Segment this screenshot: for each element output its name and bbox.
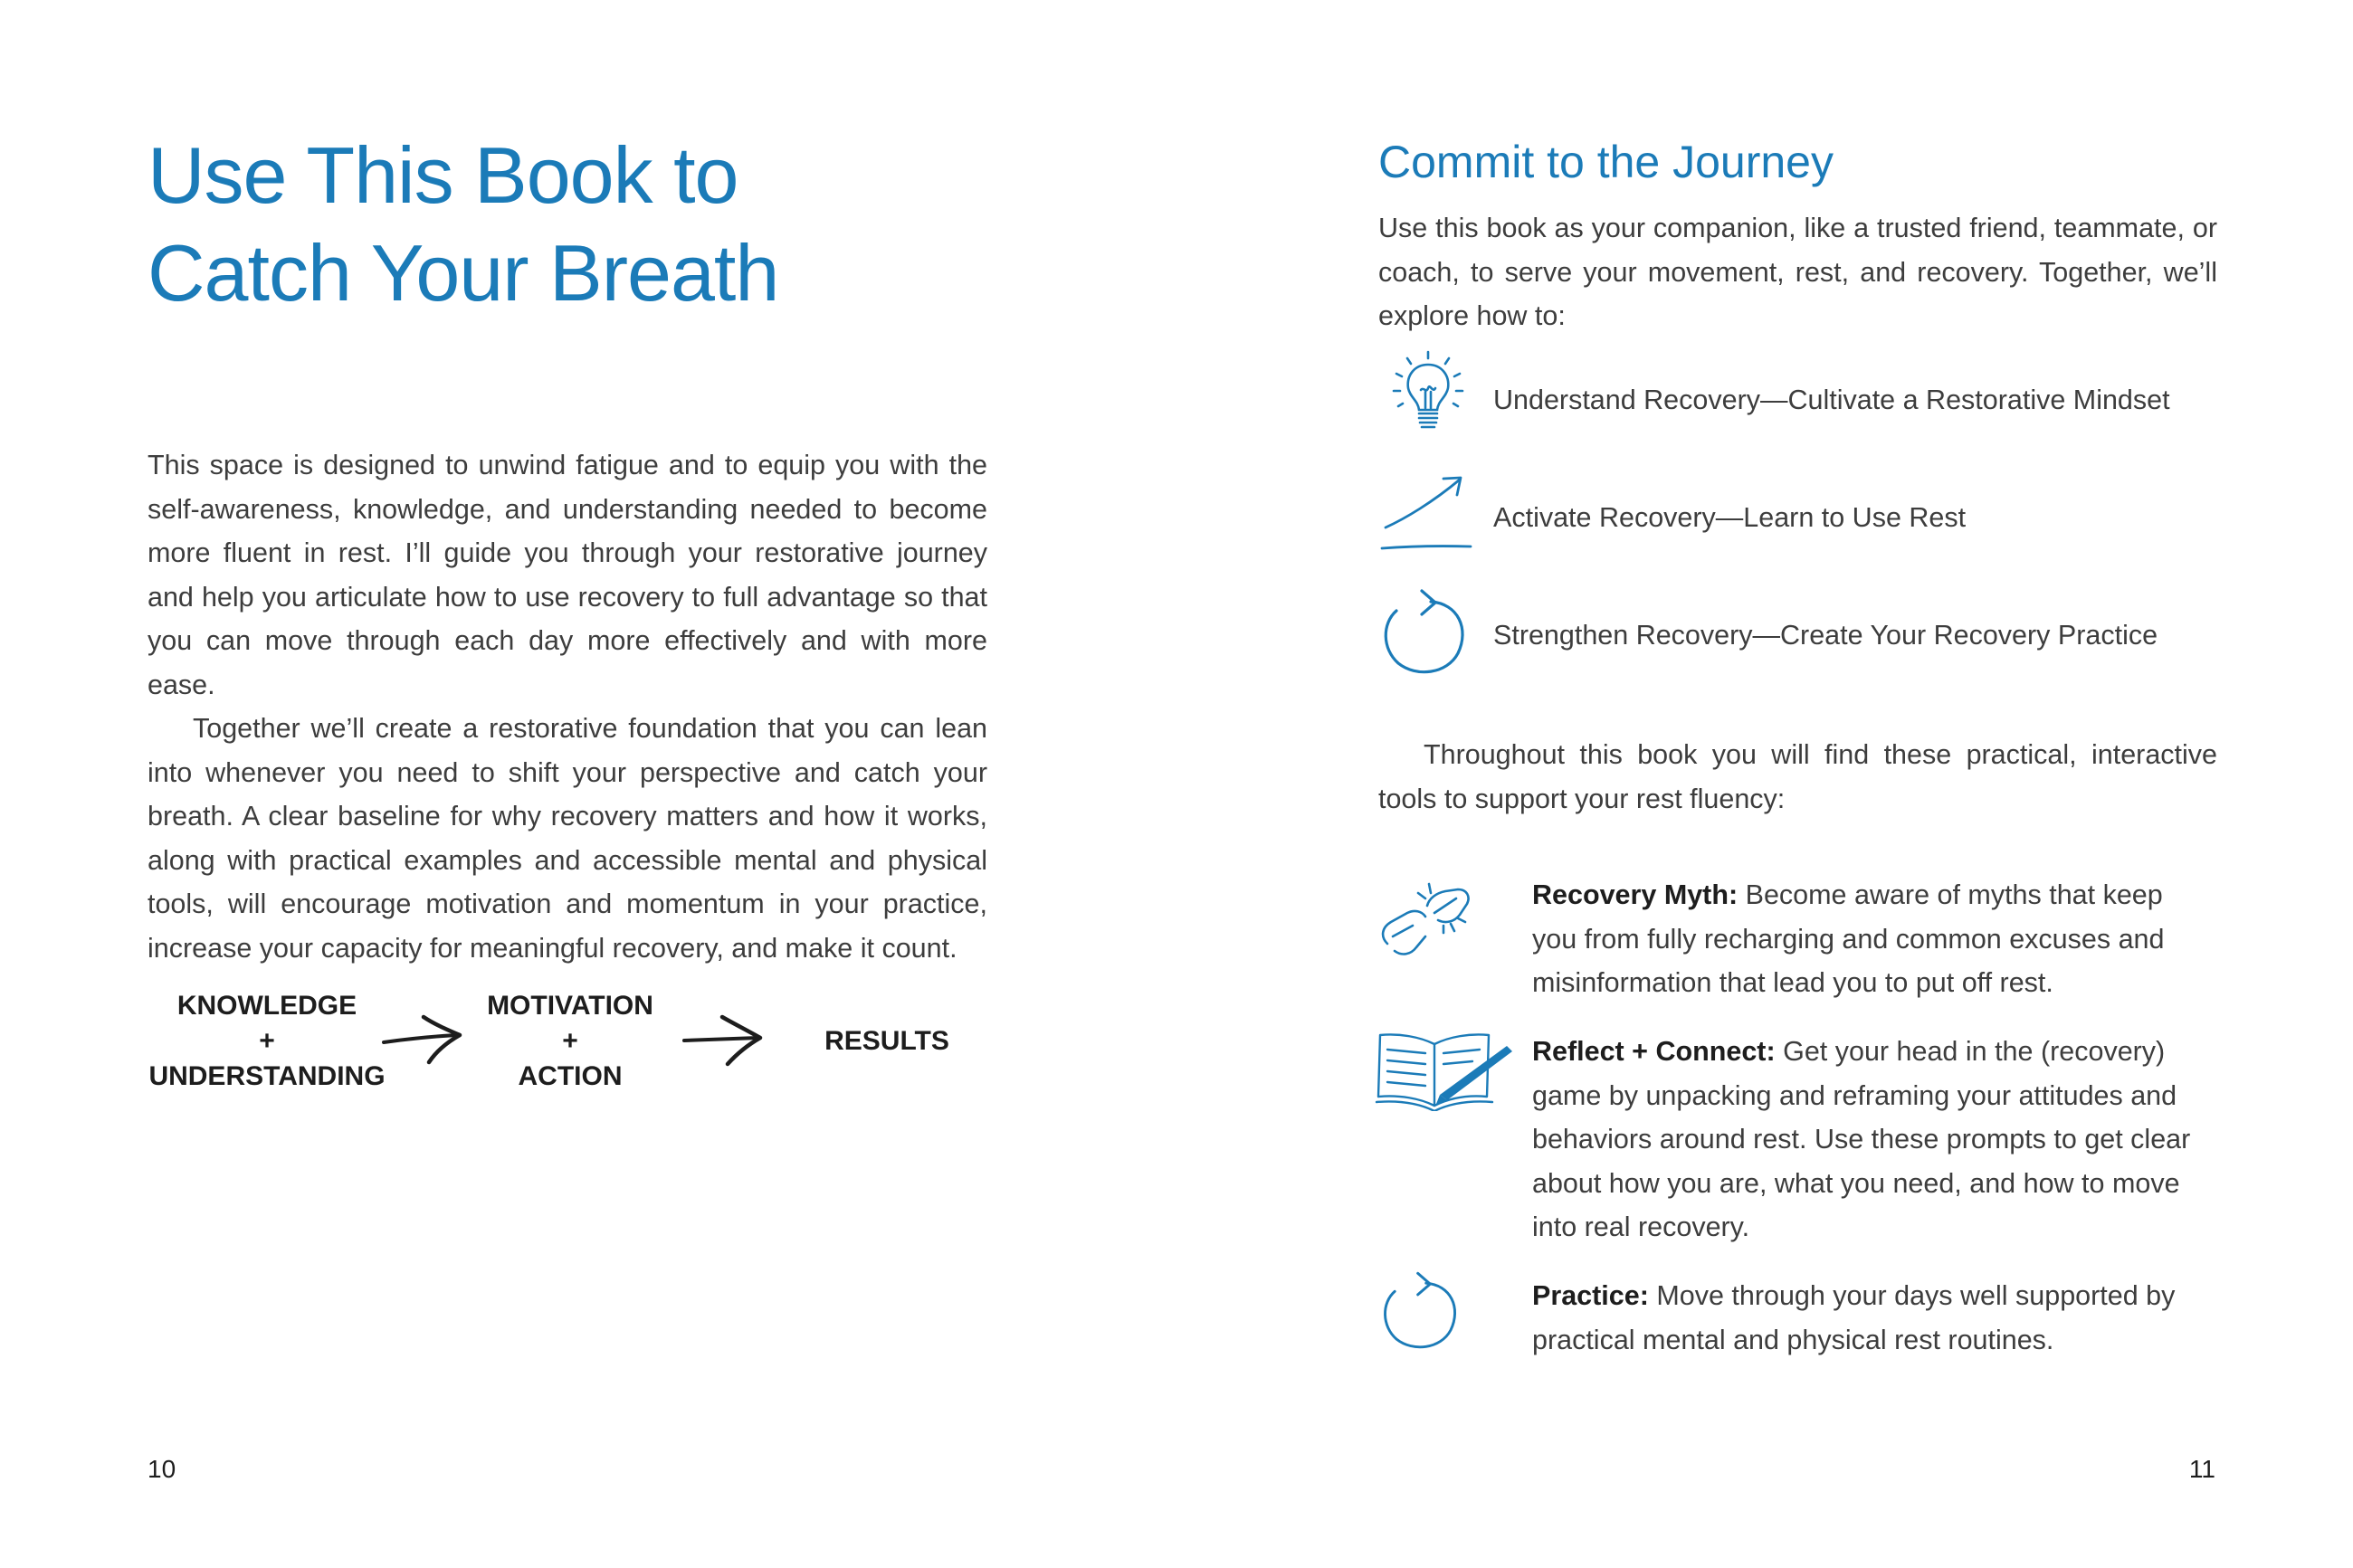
flow-step-2-line-1: MOTIVATION (487, 991, 653, 1021)
tools-intro: Throughout this book you will find these practical, interactive tools to support your rest fluency: (1378, 739, 2217, 814)
goal-item-activate (1378, 466, 2193, 565)
section-title: Commit to the Journey (1378, 137, 1834, 187)
title-line-2: Catch Your Breath (148, 228, 779, 318)
tool-recovery-myth-text (1532, 873, 2202, 1005)
page-number-left: 10 (148, 1455, 176, 1483)
flow-step-results (796, 1023, 977, 1059)
goal-label-understand: Understand Recovery—Cultivate a Restorative Mindset (1493, 385, 2170, 415)
tool-reflect-connect-text (1532, 1030, 2202, 1250)
tool-reflect-connect (1378, 1030, 2247, 1256)
flow-step-3-label: RESULTS (824, 1026, 949, 1056)
page-title (148, 127, 778, 322)
flow-step-motivation (466, 988, 674, 1094)
left-page (0, 0, 1176, 1568)
title-line-1: Use This Book to (148, 130, 738, 220)
intro-body (148, 443, 987, 970)
tool-reflect-connect-name: Reflect + Connect: (1532, 1036, 1776, 1067)
flow-arrow-1-icon (380, 1012, 466, 1066)
tool-recovery-myth-name: Recovery Myth: (1532, 879, 1739, 910)
circular-arrow-icon (1378, 1267, 1469, 1357)
paragraph-2: Together we’ll create a restorative foundation that you can lean into whenever you need to shift your perspective and catch your breath. A clear baseline for why recovery matters and how it works, along with practical examples and accessible mental and physical tools, will encourage motivation and momentum in your practice, increase your capacity for meaningful recovery, and make it count. (148, 713, 987, 964)
paragraph-1: This space is designed to unwind fatigue and to equip you with the self-awareness, knowledge, and understanding needed to become more fluent in rest. I’ll guide you through your restorative journey and help you articulate how to use recovery to full advantage so that you can move through each day more effectively and with more ease. (148, 450, 987, 700)
open-book-pen-icon (1375, 1030, 1515, 1111)
tool-recovery-myth-description: Become aware of myths that keep you from fully recharging and common excuses and misinformation that lead you to put off rest. (1532, 879, 2165, 998)
tool-practice (1378, 1274, 2247, 1373)
right-page (1176, 0, 2353, 1568)
flow-step-knowledge (127, 988, 407, 1094)
goal-label-activate: Activate Recovery—Learn to Use Rest (1493, 502, 1967, 533)
results-flow-diagram (127, 977, 986, 1104)
tool-practice-description: Move through your days well supported by practical mental and physical rest routines. (1532, 1280, 2176, 1355)
tool-recovery-myth (1378, 873, 2247, 1009)
flow-step-2-line-3: ACTION (518, 1061, 623, 1091)
rising-arrow-icon (1378, 466, 1478, 565)
tool-practice-text (1532, 1274, 2202, 1362)
flow-step-1-line-2: + (259, 1026, 275, 1056)
goal-item-understand (1378, 348, 2193, 448)
tool-reflect-connect-description: Get your head in the (recovery) game by unpacking and reframing your attitudes and behaviors around rest. Use these prompts to get clear about how you are, what you need, and how to move into real recovery. (1532, 1036, 2191, 1242)
goal-label-strengthen: Strengthen Recovery—Create Your Recovery Practice (1493, 620, 2158, 651)
page-number-right: 11 (2188, 1455, 2215, 1483)
broken-chain-icon (1377, 873, 1476, 964)
lightbulb-icon (1378, 348, 1478, 448)
goal-item-strengthen (1378, 584, 2193, 683)
flow-arrow-2-icon (681, 1013, 767, 1068)
flow-step-1-line-3: UNDERSTANDING (148, 1061, 386, 1091)
flow-step-1-line-1: KNOWLEDGE (176, 991, 357, 1021)
circular-arrow-icon (1378, 584, 1478, 683)
section-intro: Use this book as your companion, like a trusted friend, teammate, or coach, to serve your movement, rest, and recovery. Together, we’ll explore how to: (1378, 213, 2217, 331)
tool-practice-name: Practice: (1532, 1280, 1649, 1311)
flow-step-2-line-2: + (562, 1026, 578, 1056)
